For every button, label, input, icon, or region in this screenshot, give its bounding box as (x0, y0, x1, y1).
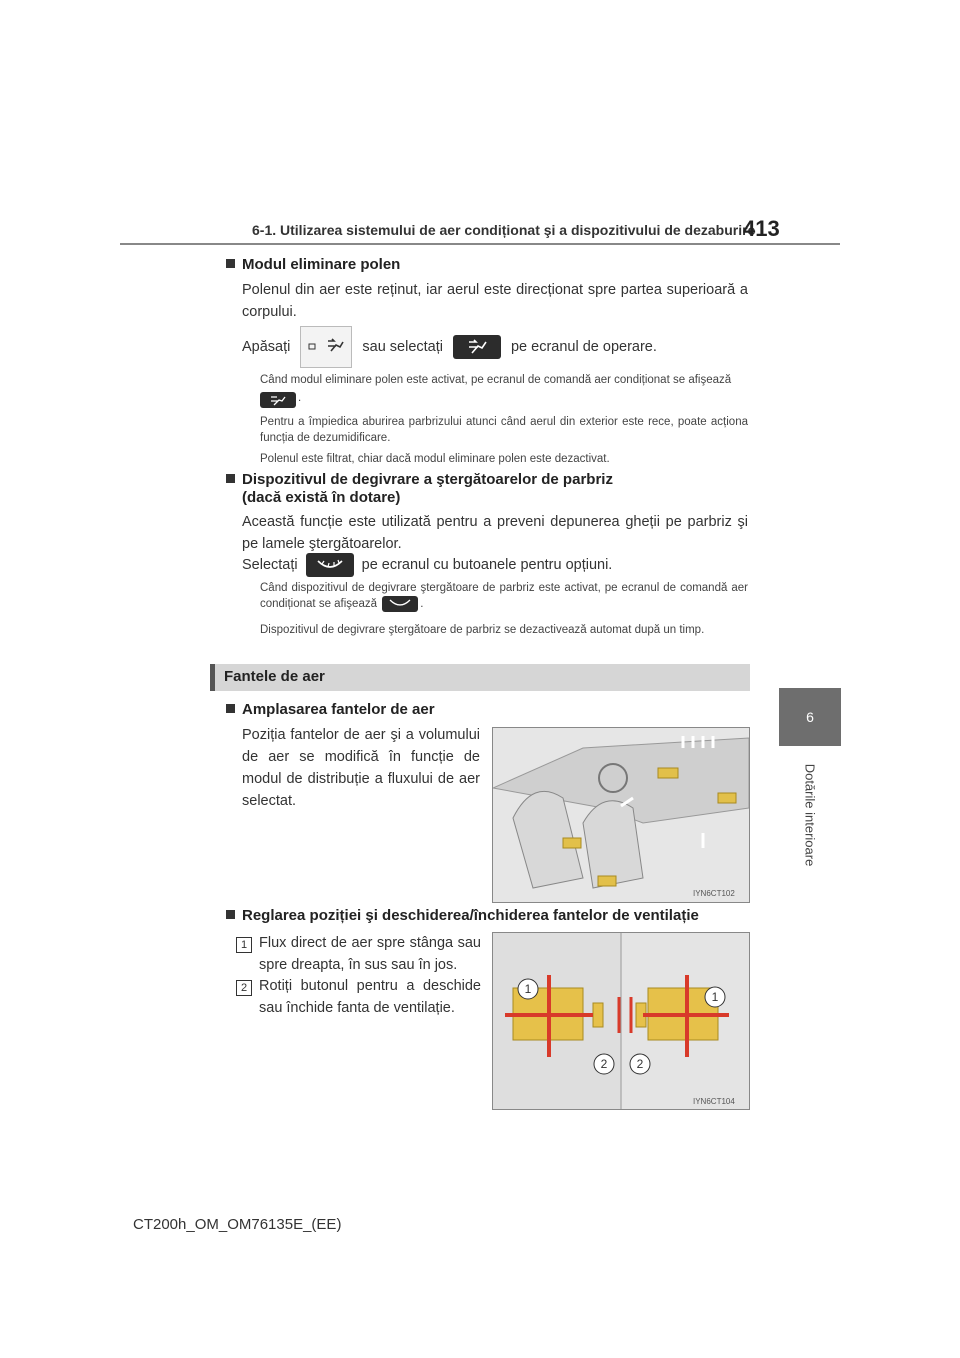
pollen-display-icon (260, 392, 296, 408)
wiper-note-1: Când dispozitivul de degivrare ştergătoare de parbriz este activat, pe ecranul de comandă aer condiționat se afişează . (260, 582, 748, 611)
section-bar-accent (210, 664, 215, 691)
pollen-note-2: Pentru a împiedica aburirea parbrizului atunci când aerul din exterior este rece, poate acționa funcția de dezumidificare. (260, 416, 748, 444)
chapter-number: 6 (806, 709, 814, 725)
vent-step-1-badge: 1 (236, 935, 252, 953)
heading-vent-adjust: Reglarea poziției şi deschiderea/închiderea fantelor de ventilație (226, 907, 699, 924)
heading-pollen-mode: Modul eliminare polen (226, 256, 400, 273)
callout-1-left: 1 (524, 982, 532, 996)
vent-location-illustration (492, 727, 750, 903)
pollen-button-icon (300, 326, 352, 368)
section-title: 6-1. Utilizarea sistemului de aer condiționat şi a dispozitivului de dezaburire (252, 222, 756, 238)
header-divider (120, 243, 840, 245)
pollen-screen-icon (453, 335, 501, 359)
wiper-action: Selectați pe ecranul cu butoanele pentru opțiuni. (242, 552, 748, 578)
pollen-note-3: Polenul este filtrat, chiar dacă modul eliminare polen este dezactivat. (260, 453, 610, 465)
vent-step-2-text: Rotiți butonul pentru a deschide sau închide fanta de ventilație. (259, 978, 481, 1016)
vent-step-2-badge: 2 (236, 978, 252, 996)
section-bar-air-vents: Fantele de aer (210, 664, 750, 691)
pollen-note-1: Când modul eliminare polen este activat, pe ecranul de comandă aer condiționat se afişează . (260, 372, 748, 408)
pollen-intro: Polenul din aer este reținut, iar aerul este direcționat spre partea superioară a corpului. (242, 282, 748, 320)
wiper-display-icon (382, 596, 418, 612)
heading-vent-location: Amplasarea fantelor de aer (226, 701, 435, 718)
heading-wiper-deicer: Dispozitivul de degivrare a ştergătoarelor de parbriz (226, 471, 613, 488)
wiper-intro: Această funcție este utilizată pentru a preveni depunerea gheții pe parbriz şi pe lamele ştergătoarelor. (242, 514, 748, 552)
chapter-tab (779, 688, 841, 746)
wiper-note-2: Dispozitivul de degivrare ştergătoare de parbriz se dezactivează automat după un timp. (260, 624, 705, 636)
vent-adjust-image-code: IYN6CT104 (693, 1097, 735, 1106)
document-code: CT200h_OM_OM76135E_(EE) (133, 1216, 342, 1233)
callout-1-right: 1 (711, 990, 719, 1004)
heading-wiper-deicer-note: (dacă există în dotare) (242, 489, 401, 506)
vent-step-1-text: Flux direct de aer spre stânga sau spre dreapta, în sus sau în jos. (259, 935, 481, 973)
pollen-action: Apăsați sau selectați pe ecranul de operare. (242, 325, 748, 369)
vent-location-image-code: IYN6CT102 (693, 889, 735, 898)
chapter-label: Dotările interioare (802, 763, 818, 867)
vent-adjust-illustration (492, 932, 750, 1110)
callout-2-right: 2 (636, 1057, 644, 1071)
page-number: 413 (743, 216, 780, 241)
wiper-deicer-icon (306, 553, 354, 577)
callout-2-left: 2 (600, 1057, 608, 1071)
vent-location-text: Poziția fantelor de aer şi a volumului de aer se modifică în funcție de modul de distribuție a fluxului de aer selectat. (242, 727, 480, 809)
